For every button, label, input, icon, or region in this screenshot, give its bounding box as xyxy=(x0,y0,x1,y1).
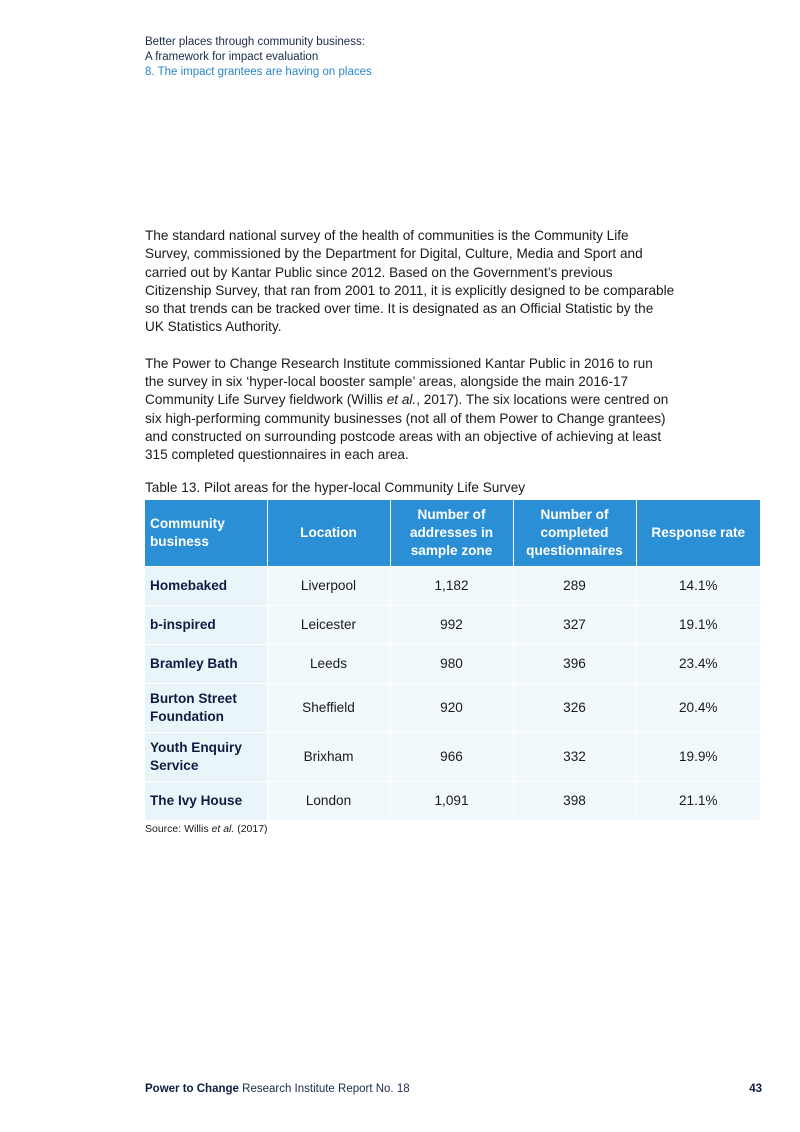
cell-rate: 19.1% xyxy=(636,606,760,645)
cell-addresses: 1,091 xyxy=(390,782,513,821)
cell-completed: 327 xyxy=(513,606,636,645)
header-line-2: A framework for impact evaluation xyxy=(145,51,319,63)
cell-business: Burton Street Foundation xyxy=(145,684,267,733)
table-header-row xyxy=(145,500,760,567)
cell-business: The Ivy House xyxy=(145,782,267,821)
cell-completed: 398 xyxy=(513,782,636,821)
footer-brand: Power to Change xyxy=(145,1083,239,1095)
cell-rate: 21.1% xyxy=(636,782,760,821)
cell-business: b-inspired xyxy=(145,606,267,645)
cell-completed: 396 xyxy=(513,645,636,684)
running-header xyxy=(145,35,372,80)
cell-business: Bramley Bath xyxy=(145,645,267,684)
paragraph-1: The standard national survey of the health of communities is the Community Life Survey, commissioned by the Department for Digital, Culture, Media and Sport and carried out by Kantar Public since 2012. Based on the Government’s previous Citizenship Survey, that ran from 2001 to 2011, it is explicitly designed to be comparable so that trends can be tracked over time. It is designated as an Official Statistic by the UK Statistics Authority. xyxy=(145,228,675,335)
cell-rate: 20.4% xyxy=(636,684,760,733)
table-row xyxy=(145,606,760,645)
cell-location: Brixham xyxy=(267,733,390,782)
cell-location: Sheffield xyxy=(267,684,390,733)
table-source xyxy=(145,823,268,835)
table-caption: Table 13. Pilot areas for the hyper-local Community Life Survey xyxy=(145,480,526,495)
cell-location: Leicester xyxy=(267,606,390,645)
cell-rate: 14.1% xyxy=(636,567,760,606)
cell-location: Liverpool xyxy=(267,567,390,606)
cell-completed: 326 xyxy=(513,684,636,733)
cell-completed: 332 xyxy=(513,733,636,782)
cell-addresses: 1,182 xyxy=(390,567,513,606)
paragraph-2-text-a: The Power to Change Research Institute commissioned Kantar Public in 2016 to run the survey in six ‘hyper-local booster sample’ areas, alongside the main 2016-17 Community Life Survey fieldwork (Willis xyxy=(145,355,653,408)
cell-location: London xyxy=(267,782,390,821)
table-row xyxy=(145,782,760,821)
cell-business: Homebaked xyxy=(145,567,267,606)
cell-rate: 23.4% xyxy=(636,645,760,684)
paragraph-2-text-b: , 2017). The six locations were centred on six high-performing community businesses (not all of them Power to Change grantees) and constructed on surrounding postcode areas with an objective of achieving at least 315 completed questionnaires in each area. xyxy=(145,392,669,463)
page-footer xyxy=(145,1083,762,1095)
cell-addresses: 920 xyxy=(390,684,513,733)
header-location: Location xyxy=(267,500,390,567)
header-addresses: Number of addresses in sample zone xyxy=(390,500,513,567)
table-row xyxy=(145,733,760,782)
header-completed: Number of completed questionnaires xyxy=(513,500,636,567)
header-community-business: Community business xyxy=(145,500,267,567)
paragraph-2-etal: et al. xyxy=(386,392,417,408)
table-row xyxy=(145,567,760,606)
source-etal: et al. xyxy=(211,823,235,835)
pilot-areas-table xyxy=(145,500,760,820)
header-line-1: Better places through community business: xyxy=(145,36,365,48)
table-row xyxy=(145,645,760,684)
footer-report-title: Research Institute Report No. 18 xyxy=(238,1083,410,1095)
table-row xyxy=(145,684,760,733)
cell-rate: 19.9% xyxy=(636,733,760,782)
page-number: 43 xyxy=(749,1083,762,1095)
source-text-b: (2017) xyxy=(234,823,268,835)
cell-addresses: 980 xyxy=(390,645,513,684)
header-section-title: 8. The impact grantees are having on places xyxy=(145,66,372,78)
cell-addresses: 966 xyxy=(390,733,513,782)
cell-addresses: 992 xyxy=(390,606,513,645)
cell-location: Leeds xyxy=(267,645,390,684)
cell-completed: 289 xyxy=(513,567,636,606)
body-text xyxy=(145,227,675,483)
paragraph-2 xyxy=(145,355,675,465)
cell-business: Youth Enquiry Service xyxy=(145,733,267,782)
source-text-a: Source: Willis xyxy=(145,823,212,835)
header-response-rate: Response rate xyxy=(636,500,760,567)
